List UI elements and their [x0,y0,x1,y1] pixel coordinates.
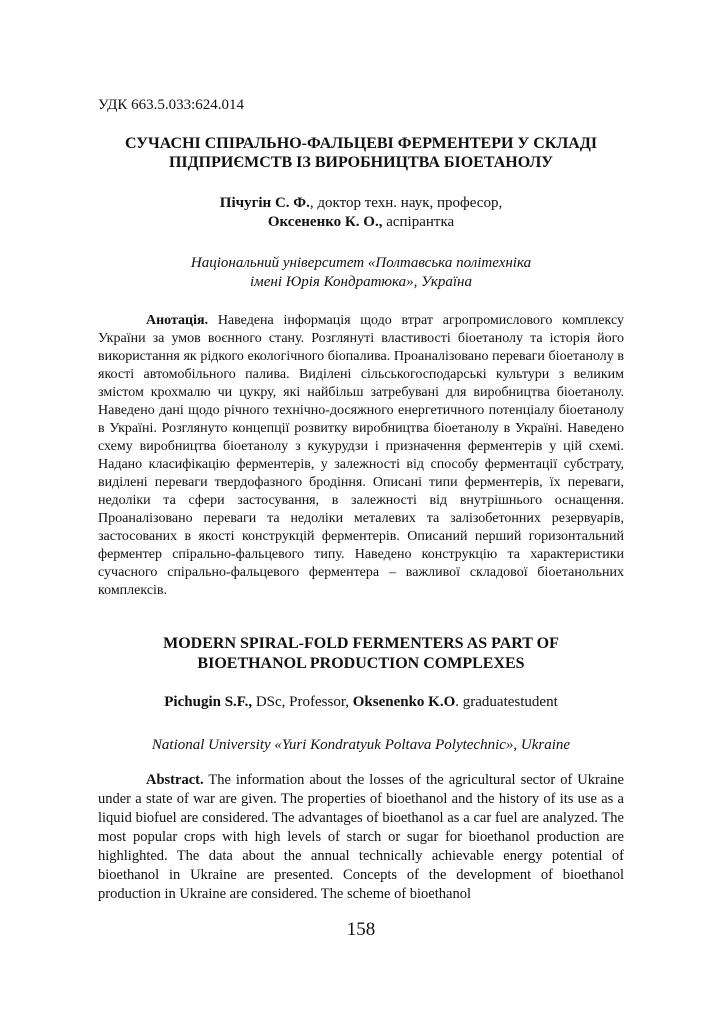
affiliation-ukrainian-line2: імені Юрія Кондратюка», Україна [250,274,472,290]
author1-role-en: DSc, Professor, [252,694,353,710]
title-ukrainian-line2: ПІДПРИЄМСТВ ІЗ ВИРОБНИЦТВА БІОЕТАНОЛУ [168,154,554,171]
affiliation-ukrainian [90,254,632,292]
author2-role: аспірантка [382,214,455,230]
title-ukrainian-line1: СУЧАСНІ СПІРАЛЬНО-ФАЛЬЦЕВІ ФЕРМЕНТЕРИ У СКЛАДІ [124,135,598,152]
abstract-ukrainian-text: Наведена інформація щодо втрат агропромислового комплексу України за умов воєнного стану. Розглянуті властивості біоетанолу та історія його використання як рідкого екологічного біопалива. Проаналізовано переваги біоетанолу в якості автомобільного палива. Виділені сільськогосподарські культури з великим змістом крохмалю чи цукру, які найбільш затребувані для виробництва біоетанолу. Наведено дані щодо річного технічно-досяжного енергетичного потенціалу біоетанолу в Україні. Розглянуто концепції розвитку виробництва біоетанолу в Україні. Наведено схему виробництва біоетанолу з кукурудзи і призначення ферментерів у цій схемі. Надано класифікацію ферментерів, у залежності від способу ферментації субстрату, виділені переваги твердофазного бродіння. Описані типи ферментерів, їх переваги, недоліки та сфери застосування, в залежності від внутрішнього оснащення. Проаналізовано переваги та недоліки металевих та залізобетонних резервуарів, застосованих в якості конструкцій ферментерів. Описаний перший горизонтальний ферментер спірально-фальцевого типу. Наведено конструкцію та характеристики сучасного спірально-фальцевого ферментера – важливої складової біоетанольних комплексів. [98,313,624,598]
author2-name-en: Oksenenko K.O [352,694,456,710]
page-number: 158 [346,919,376,940]
affiliation-ukrainian-line1: Національний університет «Полтавська політехніка [190,255,532,271]
title-english-line2: BIOETHANOL PRODUCTION COMPLEXES [197,655,525,672]
abstract-ukrainian-label: Анотація. [146,313,209,328]
abstract-english-label: Abstract. [146,772,204,788]
affiliation-english: National University «Yuri Kondratyuk Poltava Polytechnic», Ukraine [151,737,571,753]
author1-role: , доктор техн. наук, професор, [309,195,503,211]
udc-code: УДК 663.5.033:624.014 [98,97,245,113]
author1-name: Пічугін С. Ф. [219,195,310,211]
author1-name-en: Pichugin S.F., [164,694,253,710]
author-line-2 [90,213,632,232]
authors-english [90,693,632,712]
title-ukrainian [90,134,632,172]
abstract-ukrainian [98,312,624,600]
abstract-english [98,771,624,904]
authors-ukrainian [90,194,632,232]
title-english-line1: MODERN SPIRAL-FOLD FERMENTERS AS PART OF [163,635,559,652]
author2-name: Оксененко К. О., [267,214,383,230]
abstract-english-text: The information about the losses of the agricultural sector of Ukraine under a state of war are given. The properties of bioethanol and the history of its use as a liquid biofuel are considered. The advantages of bioethanol as a car fuel are analyzed. The most popular crops with high levels of starch or sugar for bioethanol production are highlighted. The data about the annual technically achievable energy potential of bioethanol in Ukraine are presented. Concepts of the development of bioethanol production in Ukraine are considered. The scheme of bioethanol [98,772,624,902]
title-english [90,634,632,674]
author2-role-en: . graduatestudent [455,694,558,710]
author-line-1 [90,194,632,213]
